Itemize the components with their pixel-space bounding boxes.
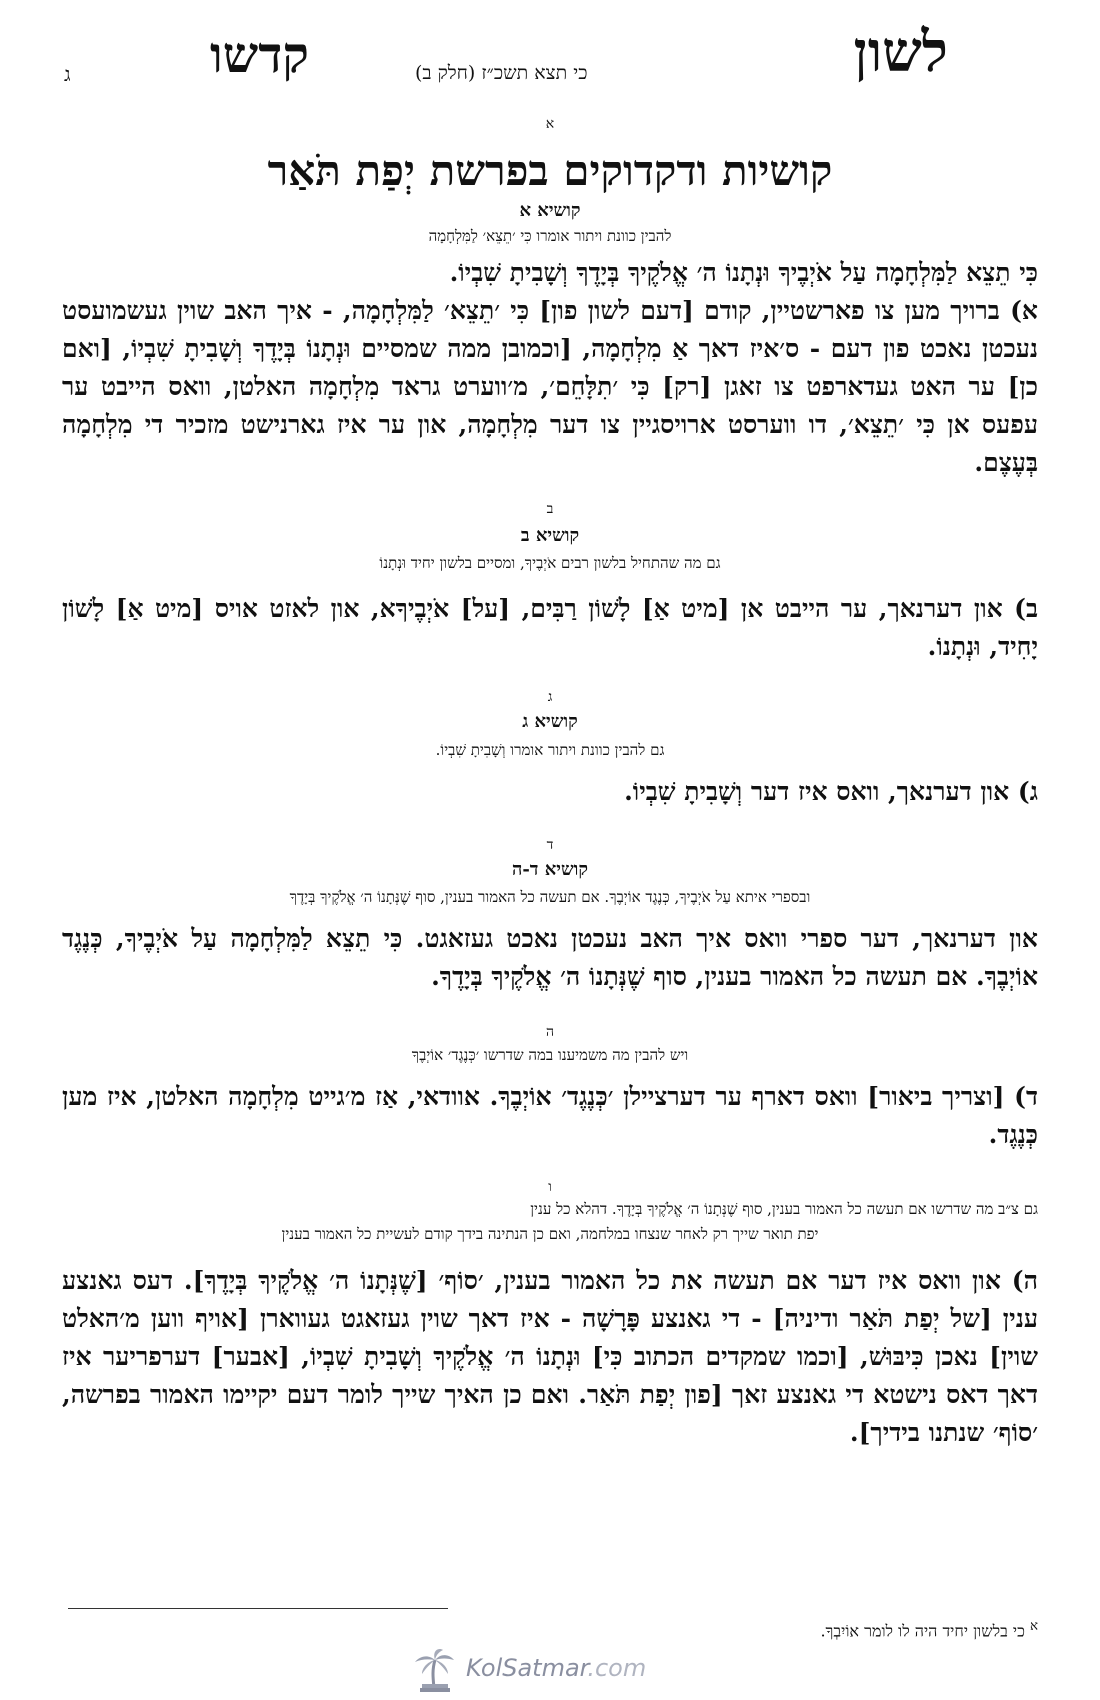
question-heading: קושיא א [519, 200, 581, 221]
footnote-text: כי בלשון יחיד היה לו לומר אוֹיִבְךָ. [820, 1621, 1025, 1641]
page-title: קושיות ודקדוקים בפרשת יְפַת תֹּאַר [267, 146, 833, 195]
logo-domain: .com [587, 1654, 647, 1682]
kolsatmar-logo [410, 1648, 710, 1694]
footnote-mark: א [1030, 1619, 1038, 1634]
paragraph-b: ב) און דערנאך, ער הייבט אן [מיט אַ] לָשׁוֹן רַבִּים, [על] אֹיְבֶיךָא, און לאזט אויס [מיט אַ] לָשׁוֹן יָחִיד, וּנְתָנוֹ. [62, 594, 1038, 661]
question-heading: קושיא ד-ה [511, 859, 588, 880]
header-kodsho: קדשו [210, 25, 309, 84]
footnote-divider [68, 1608, 448, 1609]
paragraph-d: ד) [וצריך ביאור] וואס דארף ער דערציילן ׳כְּנֶגֶד׳ אוֹיְבֶךָ. אוודאי, אַז מ׳גייט מִלְחָמָה האלטן, איז מען כְּנֶגֶד. [62, 1082, 1038, 1149]
paragraph-e: ה) און וואס איז דער אם תעשה את כל האמור בענין, ׳סוֹף׳ [שֶׁנְּתָנוֹ ה׳ אֱלֹקֶיךָ בְּיָדֶךָ]. דעס גאנצע ענין [של יְפַת תֹּאַר ודיניה] - די גאנצע פָּרָשָׁה - איז דאך שוין געזאגט געווארן [אויף ווען מ׳האלט שוין] נאכן כִּיבּוּשׁ, [וכמו שמקדים הכתוב כִּי] וּנְתָנוֹ ה׳ אֱלֹקֶיךָ וְשָׁבִיתָ שִׁבְיוֹ, [אבער] דערפריער איז דאך דאס נישטא די גאנצע זאך [פון יְפַת תֹּאַר. ואם כן האיך שייך לומר דעם יקיימו האמור בפרשה, ׳סוֹף׳ שנתנו בידיך]. [62, 1266, 1038, 1447]
verse-line: כִּי תֵצֵא לַמִּלְחָמָה עַל אֹיְבֶיךָ וּנְתָנוֹ ה׳ אֱלֹקֶיךָ בְּיָדֶךָ וְשָׁבִיתָ שִׁבְיוֹ. [449, 258, 1038, 287]
footnote [62, 1618, 1038, 1643]
header-parsha: כי תצא תשכ״ז (חלק ב) [415, 62, 588, 84]
header-lashon: לשון [853, 19, 948, 85]
section-marker: ג [547, 689, 553, 705]
logo-name: KolSatmar [466, 1654, 588, 1682]
page-number: ג [64, 62, 71, 86]
section-marker: ו [548, 1179, 552, 1195]
section-marker: ה [545, 1024, 555, 1040]
question-subheading: ובספרי איתא עַל אֹיְבֶיךָ, כְּנֶגֶד אוֹיְבֶךָ. אם תעשה כל האמור בענין, סוף שֶׁנְּתָנוֹ ה׳ אֱלֹקֶיךָ בְּיָדֶךָ [289, 888, 811, 906]
question-subheading: להבין כוונת ויתור אומרו כִּי ׳תֵצֵא׳ לַמִּלְחָמָה [428, 227, 672, 245]
paragraph-a: א) ברויך מען צו פארשטיין, קודם [דעם לשון פון] כִּי ׳תֵצֵא׳ לַמִּלְחָמָה, - איך האב שוין געשמועסט נעכטן נאכט פון דעם - ס׳איז דאך אַ מִלְחָמָה, [וכמובן ממה שמסיים וּנְתָנוֹ בְּיָדֶךָ וְשָׁבִיתָ שִׁבְיוֹ, [ואם כן] ער האט געדארפט צו זאגן [רק] כִּי ׳תִלָּחֵם׳, מ׳ווערט גראד מִלְחָמָה האלטן, וואס הייבט ער עפעס אן כִּי ׳תֵצֵא׳, דו ווערסט ארויסגיין צו דער מִלְחָמָה, און ער איז גארנישט מזכיר די מִלְחָמָה בְּעֶצֶם. [62, 296, 1038, 477]
question-subheading: גם מה שהתחיל בלשון רבים אֹיְבֶיךָ, ומסיים בלשון יחיד וּנְתָנוֹ [379, 554, 721, 572]
question-heading: קושיא ב [520, 525, 580, 546]
section-marker: א [545, 116, 555, 132]
question-subheading: יפת תואר שייך רק לאחר שנצחו במלחמה, ואם כן הנתינה בידך קודם לעשיית כל האמור בענין [281, 1225, 819, 1243]
paragraph-sifri: און דערנאך, דער ספרי וואס איך האב נעכטן נאכט געזאגט. כִּי תֵצֵא לַמִּלְחָמָה עַל אֹיְבֶיךָ, כְּנֶגֶד אוֹיְבֶךָ. אם תעשה כל האמור בענין, סוף שֶׁנְּתָנוֹ ה׳ אֱלֹקֶיךָ בְּיָדֶךָ. [62, 924, 1038, 991]
question-subheading: גם צ״ב מה שדרשו אם תעשה כל האמור בענין, סוף שֶׁנְּתָנוֹ ה׳ אֱלֹקֶיךָ בְּיָדֶךָ. דהלא כל ענין [530, 1200, 1038, 1218]
section-marker: ד [546, 837, 554, 853]
question-heading: קושיא ג [522, 711, 578, 732]
question-subheading: ויש להבין מה משמיענו במה שדרשו ׳כְּנֶגֶד׳ אוֹיְבֶךָ [411, 1046, 689, 1064]
palm-tree-icon [410, 1648, 458, 1694]
question-subheading: גם להבין כוונת ויתור אומרו וְשָׁבִיתָ שִׁבְיוֹ. [435, 741, 665, 759]
paragraph-c: ג) און דערנאך, וואס איז דער וְשָׁבִיתָ שִׁבְיוֹ. [624, 777, 1038, 806]
section-marker: ב [546, 501, 554, 517]
